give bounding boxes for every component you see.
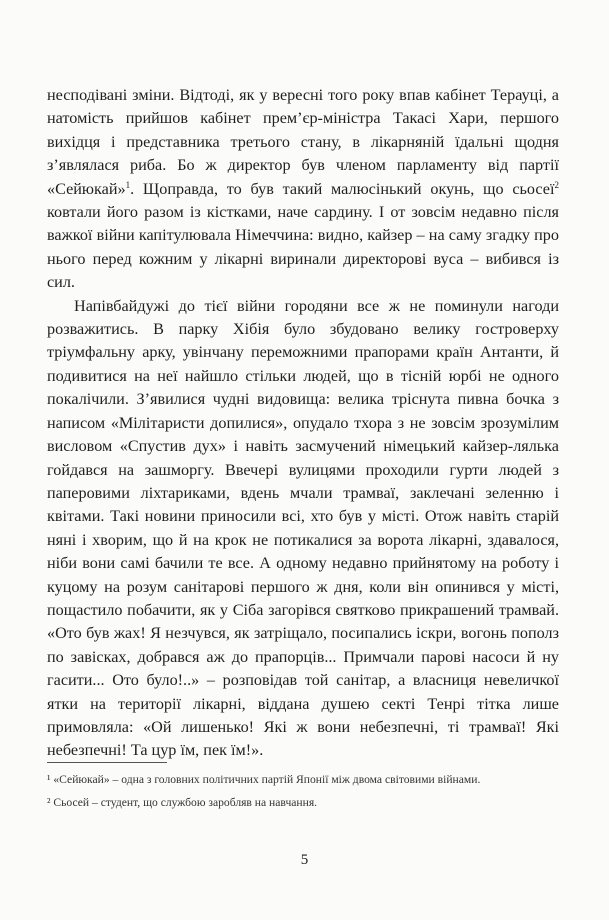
- footnote-ref-1: 1: [125, 179, 131, 190]
- paragraph-2: Напівбайдужі до тієї війни городяни все ж не поминули нагоди розважитись. В парку Хібія було збудовано велику гостроверху тріумфальну арку, увінчану переможними прапорами країн Антанти, й подивитися на неї найшло стільки людей, що в тісній юрбі не одного покалічили. З’явилися чудні видовища: велика тріснута пивна бочка з написом «Мілітаристи допилися», опудало тхора з не зовсім зрозумілим висловом «Спустив дух» і навіть засмучений німецький кайзер-лялька гойдався на зашморгу. Ввечері вулицями проходили гурти людей з паперовими ліхтариками, вдень мчали трамваї, заклечані зеленню і квітами. Такі новини приносили всі, хто був у місті. Отож навіть старій няні і хворим, що й на крок не потикалися за ворота лікарні, здавалося, ніби вони самі бачили те все. А одному недавно прийнятому на роботу і куцому на розум санітарові першого ж дня, коли він опинився у місті, пощастило побачити, як у Сіба загорівся святково прикрашений трамвай. «Ото був жах! Я незчувся, як затріщало, посипались іскри, вогонь пополз по завісках, добрався аж до прапорців... Примчали парові насоси й ну гасити... Ото було!..» – розповідав той санітар, а власниця невеличкої ятки на території лікарні, віддана душею секті Тенрі тітка лише примовляла: «Ой лишенько! Які ж вони небезпечні, ті трамваї! Які небезпечні! Та цур їм, пек їм!».: [47, 296, 559, 760]
- footnote-1: ¹ «Сейюкай» – одна з головних політичних партій Японії між двома світовими війнами.: [47, 773, 481, 786]
- page-number: 5: [300, 852, 309, 868]
- footnote-separator: [47, 762, 167, 763]
- footnote-2: ² Сьосей – студент, що службою заробляв на навчання.: [47, 796, 318, 809]
- paragraph-1-part-a: несподівані зміни. Відтоді, як у вересні того року впав кабінет Терауці, а натомість прийшов кабінет прем’єр-міністра Такасі Хари, першого вихідця і представника третього стану, в лікарняній їдальні щодня з’являлася риба. Бо ж директор був членом парламенту від партії «Сейюкай»: [47, 86, 559, 198]
- paragraph-1-part-b: . Щоправда, то був такий малюсінький окунь, що сьосеї: [130, 179, 555, 198]
- paragraph-1-part-c: ковтали його разом із кістками, наче сардину. І от зовсім недавно після важкої війни капітулювала Німеччина: видно, кайзер – на саму згадку про нього перед кожним у лікарні виринали директорові вуса – вибився із сил.: [47, 203, 559, 292]
- footnotes: [47, 771, 559, 817]
- footnote-ref-2: 2: [554, 179, 559, 190]
- main-text: [47, 84, 559, 763]
- paragraph-1: [47, 84, 559, 295]
